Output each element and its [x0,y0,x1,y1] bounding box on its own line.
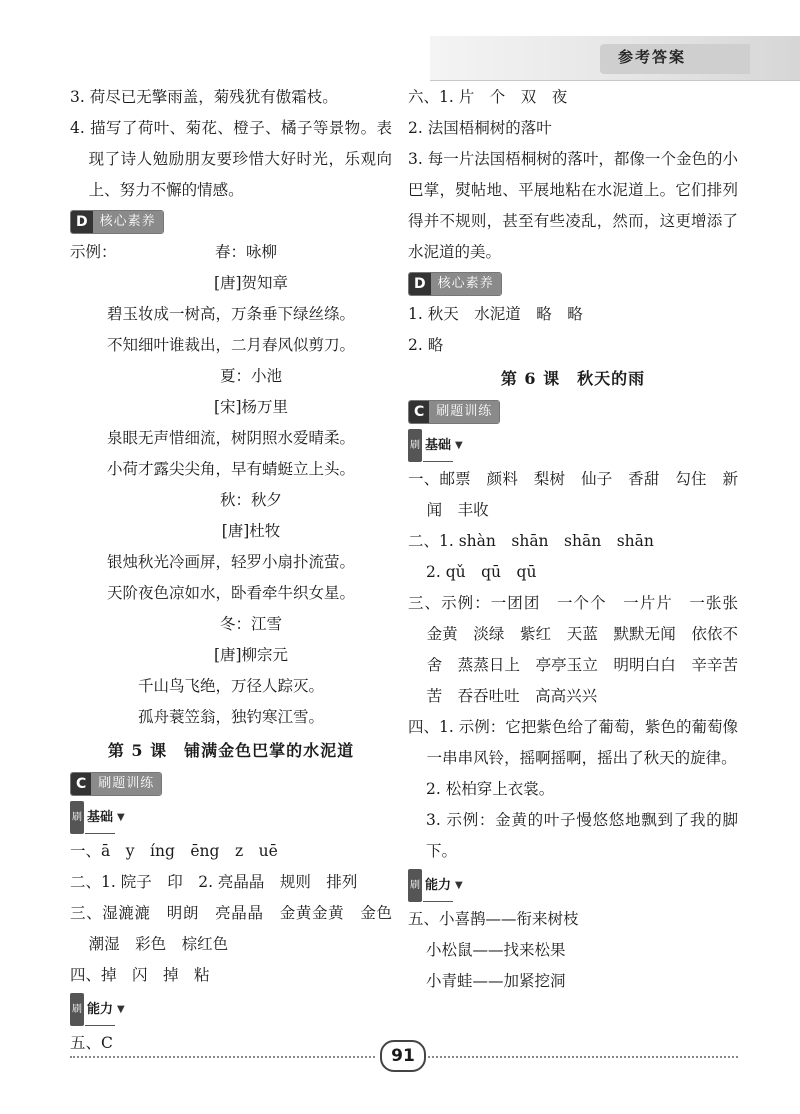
left-column [70,82,408,1059]
section-badge-practice [408,400,500,424]
poem-title: 秋：秋夕 [219,491,282,509]
section-badge-practice [70,772,162,796]
triangle-down-icon: ▼ [455,880,463,891]
poem-author: [唐]杜牧 [221,522,281,540]
subsection-basic [70,801,125,834]
answer-q2-1: 二、1. shàn shān shān shān [408,532,654,550]
section-letter: C [71,773,91,795]
poem-author: [唐]贺知章 [213,274,289,292]
answer-q5-2: 小松鼠——找来松果 [426,941,566,959]
sub-box: 刷 [70,801,84,834]
lesson-6-title: 第 6 课 秋天的雨 [500,369,646,388]
poem-line: 小荷才露尖尖角，早有蜻蜓立上头。 [106,460,355,478]
poem-title: 夏：小池 [219,367,282,385]
answer-q4-3: 3. 示例：金黄的叶子慢悠悠地飘到了我的脚下。 [426,811,738,860]
answer-q3: 三、湿漉漉 明朗 亮晶晶 金黄金黄 金色 潮湿 彩色 棕红色 [70,904,408,953]
poem-line: 不知细叶谁裁出，二月春风似剪刀。 [106,336,355,354]
answer-q1: 一、邮票 颜料 梨树 仙子 香甜 勾住 新闻 丰收 [408,470,738,519]
section-badge-core [70,210,164,234]
answer-q4-2: 2. 松柏穿上衣裳。 [426,780,555,798]
subsection-ability [408,869,463,902]
poem-author: [宋]杨万里 [213,398,289,416]
sub-text: 能力 [423,870,453,902]
poem-line: 碧玉妆成一树高，万条垂下绿丝绦。 [106,305,355,323]
answer-6-3: 3. 每一片法国梧桐树的落叶，都像一个金色的小巴掌，熨帖地、平展地粘在水泥道上。它们排列得并不规则，甚至有些凌乱，然而，这更增添了水泥道的美。 [408,150,738,261]
answer-q4: 四、掉 闪 掉 粘 [70,966,210,984]
poem-line: 泉眼无声惜细流，树阴照水爱晴柔。 [106,429,355,447]
answer-q5-3: 小青蛙——加紧挖洞 [426,972,566,990]
answer-d2: 2. 略 [408,336,444,354]
sub-text: 能力 [85,994,115,1026]
section-badge-core [408,272,502,296]
right-column [408,82,754,997]
section-label: 刷题训练 [91,773,161,795]
sub-box: 刷 [408,869,422,902]
section-label: 核心素养 [431,273,501,295]
poem-line: 千山鸟飞绝，万径人踪灭。 [137,677,324,695]
section-label: 刷题训练 [429,401,499,423]
section-letter: D [71,211,93,233]
answer-3: 3. 荷尽已无擎雨盖，菊残犹有傲霜枝。 [70,88,338,106]
poem-line: 天阶夜色凉如水，卧看牵牛织女星。 [106,584,355,602]
sub-text: 基础 [85,802,115,834]
answer-4: 4. 描写了荷叶、菊花、橙子、橘子等景物。表现了诗人勉励朋友要珍惜大好时光，乐观向上、努力不懈的情感。 [70,119,392,199]
answer-q2: 二、1. 院子 印 2. 亮晶晶 规则 排列 [70,873,358,891]
footer-rule-right [428,1056,738,1058]
answer-6-2: 2. 法国梧桐树的落叶 [408,119,552,137]
sub-text: 基础 [423,430,453,462]
triangle-down-icon: ▼ [117,812,125,823]
sub-box: 刷 [70,993,84,1026]
poem-line: 孤舟蓑笠翁，独钓寒江雪。 [137,708,324,726]
answer-d1: 1. 秋天 水泥道 略 略 [408,305,583,323]
poem-title: 冬：江雪 [219,615,282,633]
header-title: 参考答案 [618,48,687,66]
poem-line: 银烛秋光冷画屏，轻罗小扇扑流萤。 [106,553,355,571]
answer-q3: 三、示例：一团团 一个个 一片片 一张张 金黄 淡绿 紫红 天蓝 默默无闻 依依不舍 蒸蒸日上 亭亭玉立 明明白白 辛辛苦苦 吞吞吐吐 高高兴兴 [408,594,754,705]
sub-box: 刷 [408,429,422,462]
example-label: 示例： [70,243,117,261]
poem-title: 春：咏柳 [214,243,277,261]
lesson-5-title: 第 5 课 铺满金色巴掌的水泥道 [107,741,355,760]
triangle-down-icon: ▼ [455,440,463,451]
poem-author: [唐]柳宗元 [213,646,289,664]
answer-q2-2: 2. qǔ qū qū [426,563,537,581]
answer-q5: 五、C [70,1034,113,1052]
section-letter: D [409,273,431,295]
subsection-ability [70,993,125,1026]
triangle-down-icon: ▼ [117,1004,125,1015]
header-rule [430,80,800,81]
answer-q1: 一、ā y íng ēng z uē [70,842,278,860]
subsection-basic [408,429,463,462]
footer-rule-left [70,1056,375,1058]
answer-q4-1: 四、1. 示例：它把紫色给了葡萄，紫色的葡萄像一串串风铃，摇啊摇啊，摇出了秋天的旋律。 [408,718,738,767]
page-number: 91 [380,1040,426,1072]
section-letter: C [409,401,429,423]
poem-example [70,237,392,733]
answer-q5-1: 五、小喜鹊——衔来树枝 [408,910,579,928]
answer-6-1: 六、1. 片 个 双 夜 [408,88,568,106]
section-label: 核心素养 [93,211,163,233]
